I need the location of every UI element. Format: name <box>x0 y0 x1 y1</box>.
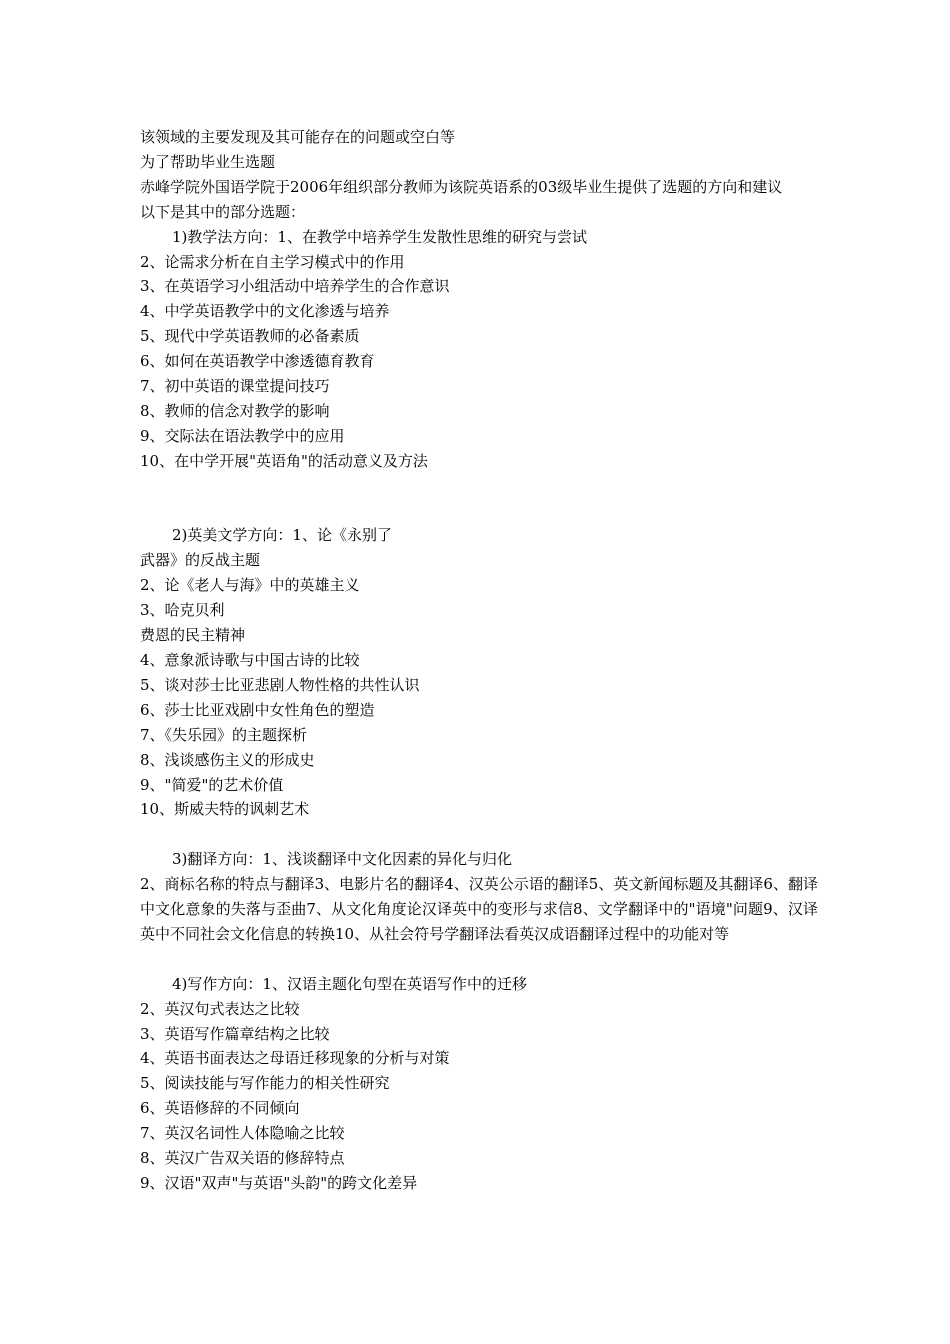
list-item: 费恩的民主精神 <box>140 626 246 645</box>
intro-block <box>140 125 818 225</box>
list-item: 4、中学英语教学中的文化渗透与培养 <box>140 302 390 321</box>
list-item: 7、《失乐园》的主题探析 <box>140 725 308 744</box>
translation-paragraph: 2、商标名称的特点与翻译3、电影片名的翻译4、汉英公示语的翻译5、英文新闻标题及其翻译6、翻译中文化意象的失落与歪曲7、从文化角度论汉译英中的变形与求信8、文学翻译中的"语境"问题9、汉译英中不同社会文化信息的转换10、从社会符号学翻译法看英汉成语翻译过程中的功能对等 <box>140 875 818 943</box>
section-writing <box>140 972 818 1196</box>
list-item: 5、谈对莎士比亚悲剧人物性格的共性认识 <box>140 675 420 694</box>
list-item: 9、交际法在语法教学中的应用 <box>140 426 345 445</box>
list-item: 5、现代中学英语教师的必备素质 <box>140 327 360 346</box>
blank-line <box>140 822 818 847</box>
list-item: 3、在英语学习小组活动中培养学生的合作意识 <box>140 277 450 296</box>
list-item: 8、教师的信念对教学的影响 <box>140 401 330 420</box>
list-item: 5、阅读技能与写作能力的相关性研究 <box>140 1074 390 1093</box>
section-translation <box>140 847 818 947</box>
intro-line: 赤峰学院外国语学院于2006年组织部分教师为该院英语系的03级毕业生提供了选题的方向和建议 <box>140 177 783 196</box>
list-item: 3、英语写作篇章结构之比较 <box>140 1024 330 1043</box>
intro-line: 为了帮助毕业生选题 <box>140 152 276 171</box>
list-item <box>140 474 818 499</box>
list-item: 8、浅谈感伤主义的形成史 <box>140 750 315 769</box>
list-item: 武器》的反战主题 <box>140 551 261 570</box>
list-item: 3、哈克贝利 <box>140 601 225 620</box>
list-item: 6、英语修辞的不同倾向 <box>140 1099 300 1118</box>
list-item: 2、英汉句式表达之比较 <box>140 999 300 1018</box>
section-heading: 2)英美文学方向：1、论《永别了 <box>172 526 392 545</box>
intro-line: 该领域的主要发现及其可能存在的问题或空白等 <box>140 128 456 146</box>
list-item: 2、论《老人与海》中的英雄主义 <box>140 576 360 595</box>
list-item: 10、在中学开展"英语角"的活动意义及方法 <box>140 451 428 470</box>
list-item: 6、如何在英语教学中渗透德育教育 <box>140 352 375 371</box>
list-item: 7、初中英语的课堂提问技巧 <box>140 377 330 396</box>
list-item: 4、英语书面表达之母语迁移现象的分析与对策 <box>140 1049 450 1068</box>
document-body <box>140 125 818 1196</box>
section-heading: 1)教学法方向：1、在教学中培养学生发散性思维的研究与尝试 <box>172 227 587 246</box>
blank-line <box>140 499 818 524</box>
section-literature <box>140 523 818 822</box>
section-teaching-methods <box>140 225 818 499</box>
list-item: 7、英汉名词性人体隐喻之比较 <box>140 1124 345 1143</box>
list-item: 8、英汉广告双关语的修辞特点 <box>140 1149 345 1168</box>
blank-line <box>140 947 818 972</box>
section-heading: 3)翻译方向：1、浅谈翻译中文化因素的异化与归化 <box>172 850 512 869</box>
intro-line: 以下是其中的部分选题： <box>140 202 306 221</box>
list-item: 9、汉语"双声"与英语"头韵"的跨文化差异 <box>140 1174 418 1192</box>
section-heading: 4)写作方向：1、汉语主题化句型在英语写作中的迁移 <box>172 974 527 993</box>
list-item: 6、莎士比亚戏剧中女性角色的塑造 <box>140 700 375 719</box>
list-item: 9、"简爱"的艺术价值 <box>140 775 284 794</box>
list-item: 10、斯威夫特的讽刺艺术 <box>140 800 310 819</box>
list-item: 4、意象派诗歌与中国古诗的比较 <box>140 651 360 669</box>
list-item: 2、论需求分析在自主学习模式中的作用 <box>140 252 405 271</box>
